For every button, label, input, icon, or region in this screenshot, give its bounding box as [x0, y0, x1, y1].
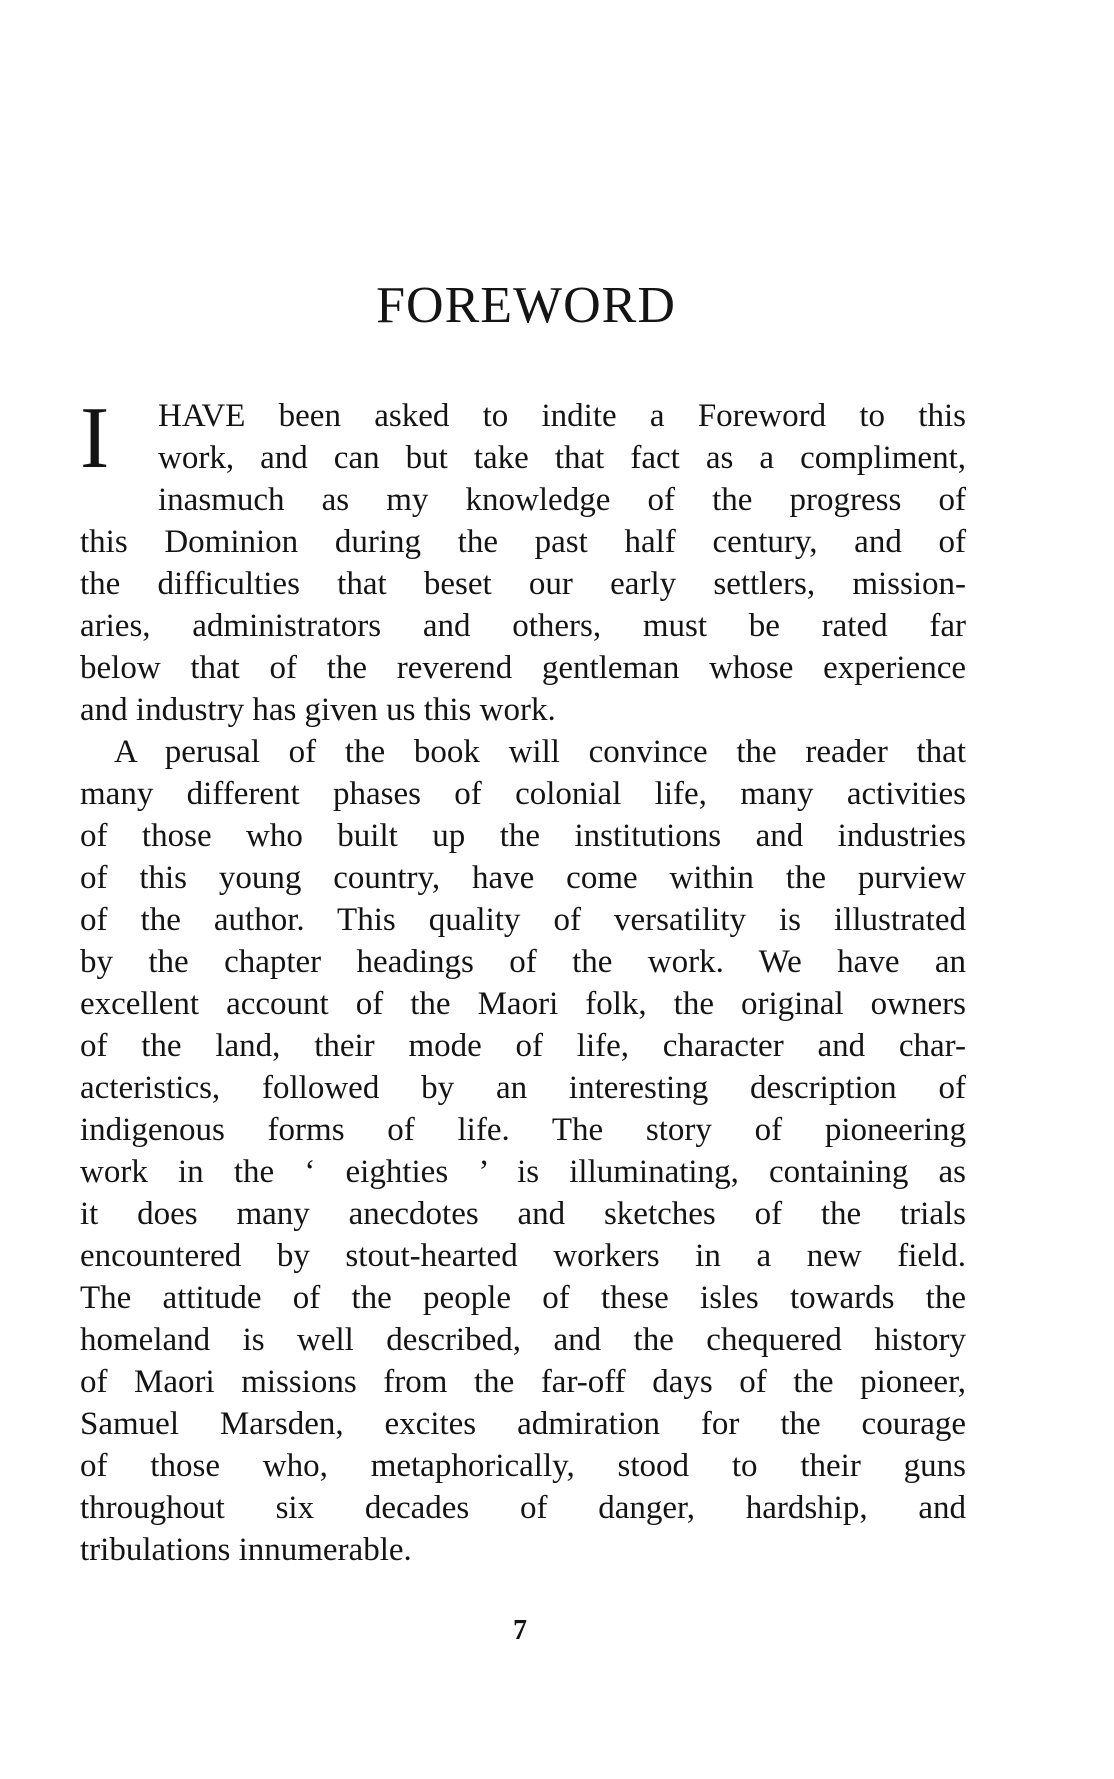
text-line: of those who, metaphorically, stood to their guns — [80, 1448, 966, 1484]
text-line: The attitude of the people of these isles towards the — [80, 1280, 966, 1316]
text-line: of the land, their mode of life, character and char- — [80, 1028, 966, 1064]
text-line: HAVE been asked to indite a Foreword to this — [158, 398, 966, 434]
text-line: of those who built up the institutions and industries — [80, 818, 966, 854]
text-line: by the chapter headings of the work. We have an — [80, 944, 966, 980]
text-line: this Dominion during the past half century, and of — [80, 524, 966, 560]
text-line: below that of the reverend gentleman whose experience — [80, 650, 966, 686]
text-line: the difficulties that beset our early settlers, mission- — [80, 566, 966, 602]
text-line: work in the ‘ eighties ’ is illuminating, containing as — [80, 1154, 966, 1190]
text-line: it does many anecdotes and sketches of the trials — [80, 1196, 966, 1232]
text-line: excellent account of the Maori folk, the original owners — [80, 986, 966, 1022]
text-line: tribulations innumerable. — [80, 1532, 412, 1568]
text-line: A perusal of the book will convince the reader that — [114, 734, 966, 770]
text-line: throughout six decades of danger, hardship, and — [80, 1490, 966, 1526]
text-line: of this young country, have come within the purview — [80, 860, 966, 896]
text-line: of Maori missions from the far-off days of the pioneer, — [80, 1364, 966, 1400]
text-line: Samuel Marsden, excites admiration for the courage — [80, 1406, 966, 1442]
text-line: encountered by stout-hearted workers in a new field. — [80, 1238, 966, 1274]
text-line: and industry has given us this work. — [80, 692, 556, 728]
text-line: aries, administrators and others, must be rated far — [80, 608, 966, 644]
text-line: homeland is well described, and the chequered history — [80, 1322, 966, 1358]
text-line: inasmuch as my knowledge of the progress of — [158, 482, 966, 518]
drop-cap: I — [80, 390, 110, 487]
foreword-body — [80, 390, 966, 1571]
text-line: of the author. This quality of versatility is illustrated — [80, 902, 966, 938]
text-line: indigenous forms of life. The story of pioneering — [80, 1112, 966, 1148]
text-line: many different phases of colonial life, many activities — [80, 776, 966, 812]
text-line: acteristics, followed by an interesting description of — [80, 1070, 966, 1106]
text-line: work, and can but take that fact as a compliment, — [158, 440, 966, 476]
page-number: 7 — [513, 1615, 527, 1646]
page-title: FOREWORD — [376, 277, 676, 334]
